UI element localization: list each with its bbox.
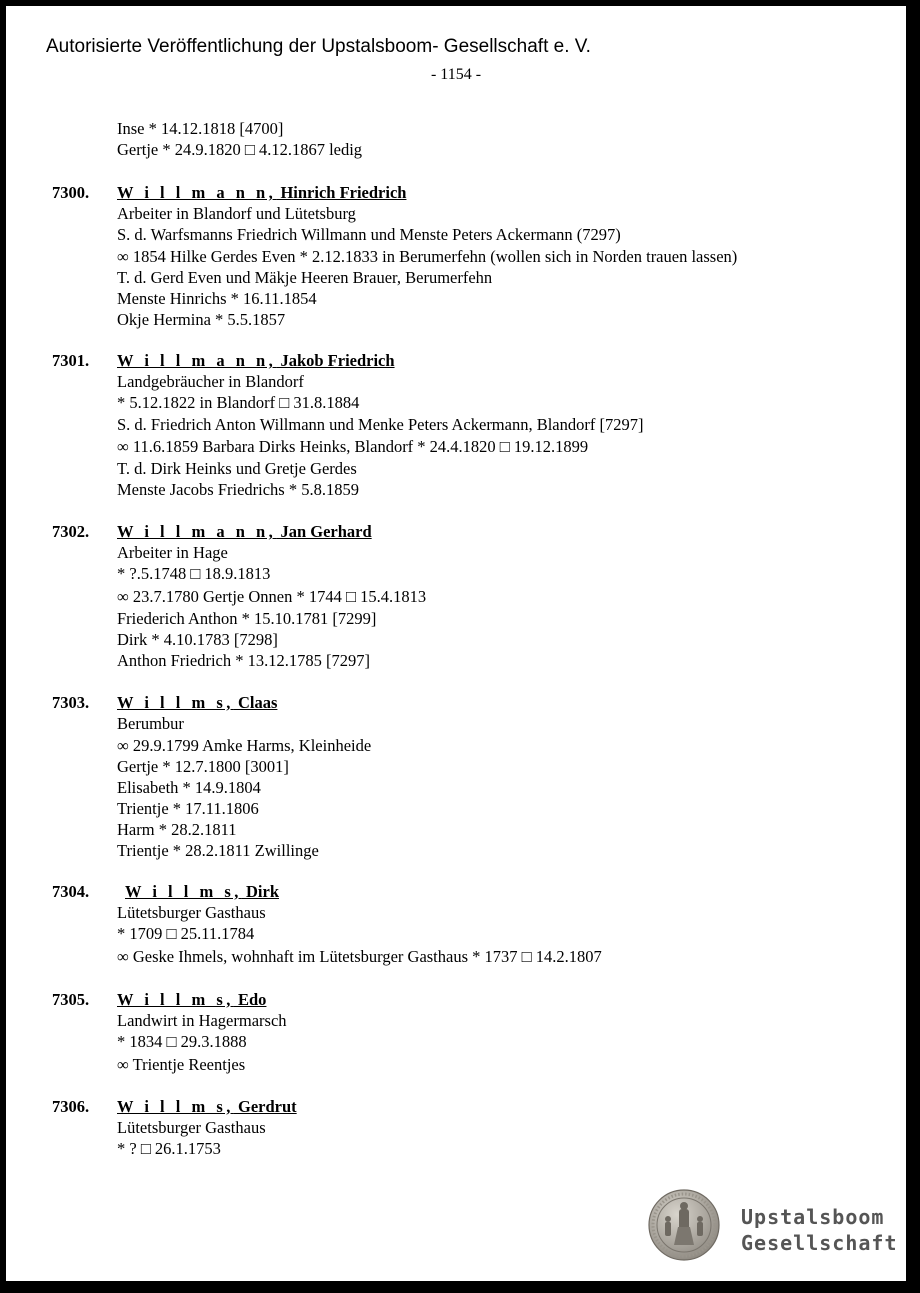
page-header: Autorisierte Veröffentlichung der Upstalsboom- Gesellschaft e. V. — [46, 36, 591, 57]
entry-title — [117, 183, 406, 203]
entry-number: 7301. — [52, 351, 90, 370]
entry-line: ∞ Trientje Reentjes — [117, 1055, 246, 1074]
entry-number: 7306. — [52, 1097, 90, 1116]
entry-title — [117, 1097, 297, 1117]
entry-number: 7302. — [52, 522, 90, 541]
entry-line: Menste Hinrichs * 16.11.1854 — [117, 289, 317, 308]
entry-line: Okje Hermina * 5.5.1857 — [117, 310, 286, 329]
entry-line: Berumbur — [117, 714, 184, 733]
entry-given-names: Claas — [233, 693, 278, 712]
entry-line: ∞ 11.6.1859 Barbara Dirks Heinks, Blandorf * 24.4.1820 □ 19.12.1899 — [117, 437, 589, 456]
entry-title — [117, 522, 372, 542]
entry-line: Harm * 28.2.1811 — [117, 820, 237, 839]
society-seal-icon — [648, 1189, 720, 1261]
entry-number: 7303. — [52, 693, 90, 712]
document-page — [6, 6, 906, 1281]
page-number: - 1154 - — [430, 66, 482, 83]
entry-given-names: Jakob Friedrich — [276, 351, 395, 370]
entry-number: 7304. — [52, 882, 90, 901]
entry-given-names: Hinrich Friedrich — [276, 183, 407, 202]
entry-line: Menste Jacobs Friedrichs * 5.8.1859 — [117, 480, 359, 499]
entry-given-names: Dirk — [241, 882, 279, 901]
entry-line: * ?.5.1748 □ 18.9.1813 — [117, 564, 271, 583]
entry-line: Friederich Anthon * 15.10.1781 [7299] — [117, 609, 377, 628]
entry-line: Landwirt in Hagermarsch — [117, 1011, 287, 1030]
entry-line: * ? □ 26.1.1753 — [117, 1139, 221, 1158]
entry-line: ∞ 23.7.1780 Gertje Onnen * 1744 □ 15.4.1813 — [117, 587, 427, 606]
entry-line: * 1709 □ 25.11.1784 — [117, 924, 255, 943]
entry-line: * 5.12.1822 in Blandorf □ 31.8.1884 — [117, 393, 360, 412]
entry-line: Arbeiter in Blandorf und Lütetsburg — [117, 204, 356, 223]
entry-line: Gertje * 12.7.1800 [3001] — [117, 757, 289, 776]
entry-line: Anthon Friedrich * 13.12.1785 [7297] — [117, 651, 370, 670]
entry-title — [125, 882, 279, 902]
entry-surname: W i l l m s, — [117, 693, 234, 712]
entry-number: 7300. — [52, 183, 90, 202]
entry-line: Trientje * 17.11.1806 — [117, 799, 259, 818]
entry-surname: W i l l m a n n, — [117, 351, 277, 370]
entry-given-names: Edo — [233, 990, 267, 1009]
entry-title — [117, 693, 277, 713]
entry-line: Lütetsburger Gasthaus — [117, 1118, 266, 1137]
entry-title — [117, 351, 395, 371]
entry-surname: W i l l m a n n, — [117, 183, 277, 202]
entry-line: Landgebräucher in Blandorf — [117, 372, 304, 391]
entry-line: Arbeiter in Hage — [117, 543, 228, 562]
continuation-line: Inse * 14.12.1818 [4700] — [117, 119, 284, 138]
entry-line: S. d. Warfsmanns Friedrich Willmann und Menste Peters Ackermann (7297) — [117, 225, 621, 244]
entry-line: Trientje * 28.2.1811 Zwillinge — [117, 841, 319, 860]
entry-surname: W i l l m a n n, — [117, 522, 277, 541]
entry-line: Elisabeth * 14.9.1804 — [117, 778, 261, 797]
entry-surname: W i l l m s, — [125, 882, 242, 901]
entry-line: Dirk * 4.10.1783 [7298] — [117, 630, 278, 649]
entry-line: * 1834 □ 29.3.1888 — [117, 1032, 247, 1051]
entry-given-names: Gerdrut — [233, 1097, 297, 1116]
entry-line: T. d. Dirk Heinks und Gretje Gerdes — [117, 459, 357, 478]
continuation-line: Gertje * 24.9.1820 □ 4.12.1867 ledig — [117, 140, 363, 159]
entry-title — [117, 990, 266, 1010]
entry-line: ∞ 29.9.1799 Amke Harms, Kleinheide — [117, 736, 372, 755]
entry-given-names: Jan Gerhard — [276, 522, 372, 541]
logo-text-line1: Upstalsboom — [741, 1205, 885, 1229]
entry-number: 7305. — [52, 990, 90, 1009]
entry-line: Lütetsburger Gasthaus — [117, 903, 266, 922]
logo-text-line2: Gesellschaft — [741, 1231, 898, 1255]
entry-line: T. d. Gerd Even und Mäkje Heeren Brauer, Berumerfehn — [117, 268, 493, 287]
entry-surname: W i l l m s, — [117, 990, 234, 1009]
entry-line: ∞ Geske Ihmels, wohnhaft im Lütetsburger Gasthaus * 1737 □ 14.2.1807 — [117, 947, 602, 966]
entry-surname: W i l l m s, — [117, 1097, 234, 1116]
entry-line: S. d. Friedrich Anton Willmann und Menke Peters Ackermann, Blandorf [7297] — [117, 415, 644, 434]
entry-line: ∞ 1854 Hilke Gerdes Even * 2.12.1833 in Berumerfehn (wollen sich in Norden trauen lassen) — [117, 247, 738, 266]
